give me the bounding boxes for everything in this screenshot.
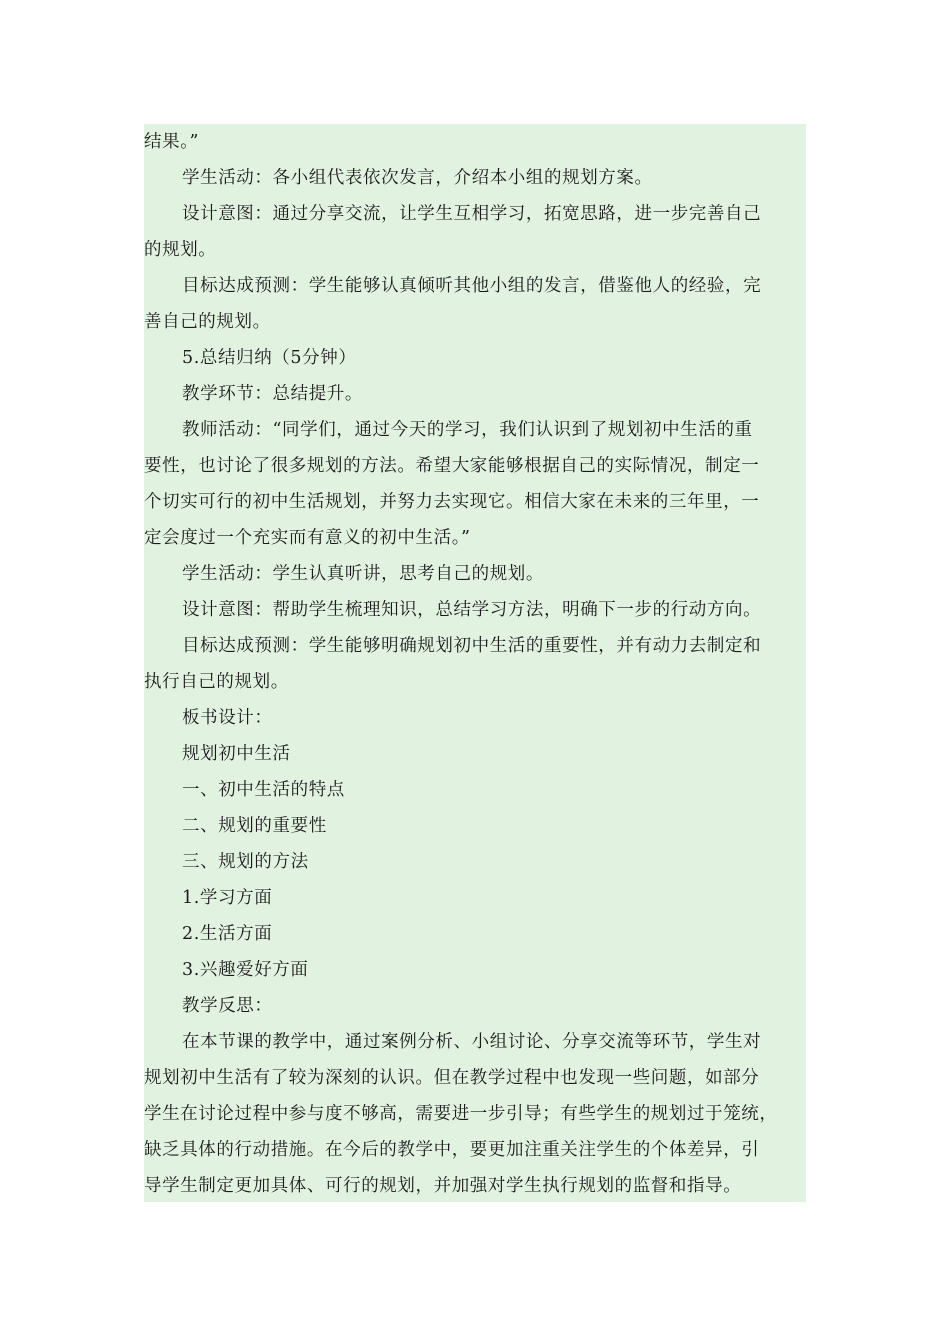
text-line: 2.生活方面 (182, 924, 273, 944)
text-line: 1.学习方面 (182, 888, 273, 908)
text-line: 设计意图：帮助学生梳理知识，总结学习方法，明确下一步的行动方向。 (182, 600, 762, 620)
text-line: 板书设计： (182, 708, 273, 728)
text-line: 规划初中生活有了较为深刻的认识。但在教学过程中也发现一些问题，如部分 (144, 1068, 760, 1088)
text-line: 要性，也讨论了很多规划的方法。希望大家能够根据自己的实际情况，制定一 (144, 456, 760, 476)
text-line: 缺乏具体的行动措施。在今后的教学中，要更加注重关注学生的个体差异，引 (144, 1140, 760, 1160)
text-line: 善自己的规划。 (144, 312, 271, 332)
text-line: 执行自己的规划。 (144, 672, 289, 692)
text-line: 二、规划的重要性 (182, 816, 327, 836)
text-line: 5.总结归纳（5分钟） (182, 348, 357, 368)
text-line: 教学反思： (182, 996, 273, 1016)
text-line: 教师活动：“同学们，通过今天的学习，我们认识到了规划初中生活的重 (182, 420, 753, 440)
text-line: 学生活动：各小组代表依次发言，介绍本小组的规划方案。 (182, 168, 653, 188)
text-line: 的规划。 (144, 240, 217, 260)
text-line: 目标达成预测：学生能够认真倾听其他小组的发言，借鉴他人的经验，完 (182, 276, 762, 296)
text-line: 导学生制定更加具体、可行的规划，并加强对学生执行规划的监督和指导。 (144, 1176, 742, 1196)
text-line: 目标达成预测：学生能够明确规划初中生活的重要性，并有动力去制定和 (182, 636, 762, 656)
text-line: 规划初中生活 (182, 744, 291, 764)
text-line: 在本节课的教学中，通过案例分析、小组讨论、分享交流等环节，学生对 (182, 1032, 762, 1052)
text-line: 教学环节：总结提升。 (182, 384, 363, 404)
text-line: 三、规划的方法 (182, 852, 309, 872)
text-line: 定会度过一个充实而有意义的初中生活。” (144, 528, 471, 548)
text-line: 个切实可行的初中生活规划，并努力去实现它。相信大家在未来的三年里，一 (144, 492, 760, 512)
text-line: 学生在讨论过程中参与度不够高，需要进一步引导；有些学生的规划过于笼统， (144, 1104, 778, 1124)
text-line: 设计意图：通过分享交流，让学生互相学习，拓宽思路，进一步完善自己 (182, 204, 762, 224)
text-line: 学生活动：学生认真听讲，思考自己的规划。 (182, 564, 544, 584)
text-line: 3.兴趣爱好方面 (182, 960, 309, 980)
document-text-block (144, 124, 806, 1202)
text-line: 一、初中生活的特点 (182, 780, 345, 800)
text-line: 结果。” (144, 132, 200, 152)
